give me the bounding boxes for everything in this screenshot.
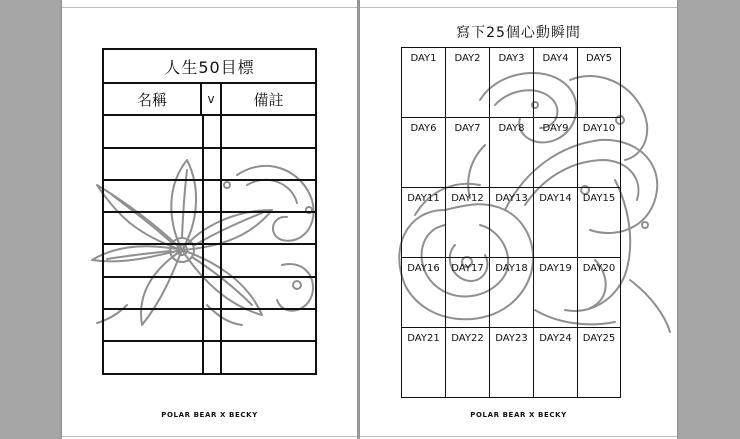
- day-cell: [446, 118, 490, 188]
- day-label: DAY9: [542, 123, 569, 134]
- day-cell: [446, 48, 490, 118]
- page-top-border: [360, 7, 677, 8]
- day-label: DAY2: [454, 53, 481, 64]
- column-header-name: 名稱: [104, 84, 202, 116]
- day-cell: [578, 48, 620, 118]
- table-row-divider: [104, 179, 315, 181]
- day-cell: [534, 188, 578, 258]
- life-goals-table: [102, 48, 317, 375]
- day-label: DAY4: [542, 53, 569, 64]
- column-header-check: v: [202, 84, 222, 116]
- day-cell: [446, 258, 490, 328]
- day-label: DAY15: [582, 193, 616, 204]
- day-cell: [578, 188, 620, 258]
- day-label: DAY1: [410, 53, 437, 64]
- table-row-divider: [104, 340, 315, 342]
- left-page: [62, 0, 357, 439]
- day-label: DAY11: [407, 193, 440, 204]
- day-label: DAY10: [582, 123, 616, 134]
- day-cell: [402, 48, 446, 118]
- day-cell: [402, 188, 446, 258]
- day-cell: [534, 258, 578, 328]
- day-label: DAY25: [582, 333, 616, 344]
- day-label: DAY3: [498, 53, 525, 64]
- day-cell: [402, 328, 446, 397]
- day-cell: [534, 118, 578, 188]
- day-cell: [578, 258, 620, 328]
- day-label: DAY21: [407, 333, 440, 344]
- day-cell: [402, 258, 446, 328]
- page-footer: POLAR BEAR X BECKY: [161, 411, 258, 419]
- day-label: DAY7: [454, 123, 481, 134]
- day-cell: [402, 118, 446, 188]
- day-cell: [490, 118, 534, 188]
- day-label: DAY6: [410, 123, 437, 134]
- day-label: DAY12: [451, 193, 484, 204]
- right-page: [360, 0, 677, 439]
- day-label: DAY16: [407, 263, 440, 274]
- day-cell: [490, 188, 534, 258]
- day-label: DAY14: [539, 193, 572, 204]
- day-label: DAY19: [539, 263, 572, 274]
- column-header-note: 備註: [222, 84, 315, 116]
- life-goals-title: 人生50目標: [104, 50, 315, 84]
- day-cell: [446, 328, 490, 397]
- page-top-border: [62, 7, 357, 8]
- day-cell: [534, 48, 578, 118]
- day-label: DAY17: [451, 263, 484, 274]
- table-row-divider: [104, 308, 315, 310]
- day-label: DAY18: [495, 263, 528, 274]
- day-cell: [578, 118, 620, 188]
- day-label: DAY22: [451, 333, 484, 344]
- table-row-divider: [104, 243, 315, 245]
- page-footer: POLAR BEAR X BECKY: [470, 411, 567, 419]
- day-label: DAY20: [582, 263, 616, 274]
- day-cell: [578, 328, 620, 397]
- day-cell: [534, 328, 578, 397]
- day-cell: [490, 328, 534, 397]
- day-label: DAY13: [495, 193, 528, 204]
- day-label: DAY5: [585, 53, 613, 64]
- table-row-divider: [104, 147, 315, 149]
- day-cell: [490, 48, 534, 118]
- heart-moments-grid: [401, 47, 621, 398]
- page-bottom-border: [360, 436, 677, 437]
- page-bottom-border: [62, 436, 357, 437]
- day-cell: [490, 258, 534, 328]
- table-row-divider: [104, 276, 315, 278]
- day-label: DAY24: [539, 333, 572, 344]
- heart-moments-title: 寫下25個心動瞬間: [456, 25, 581, 41]
- day-cell: [446, 188, 490, 258]
- table-row-divider: [104, 211, 315, 213]
- day-label: DAY8: [498, 123, 525, 134]
- day-label: DAY23: [495, 333, 528, 344]
